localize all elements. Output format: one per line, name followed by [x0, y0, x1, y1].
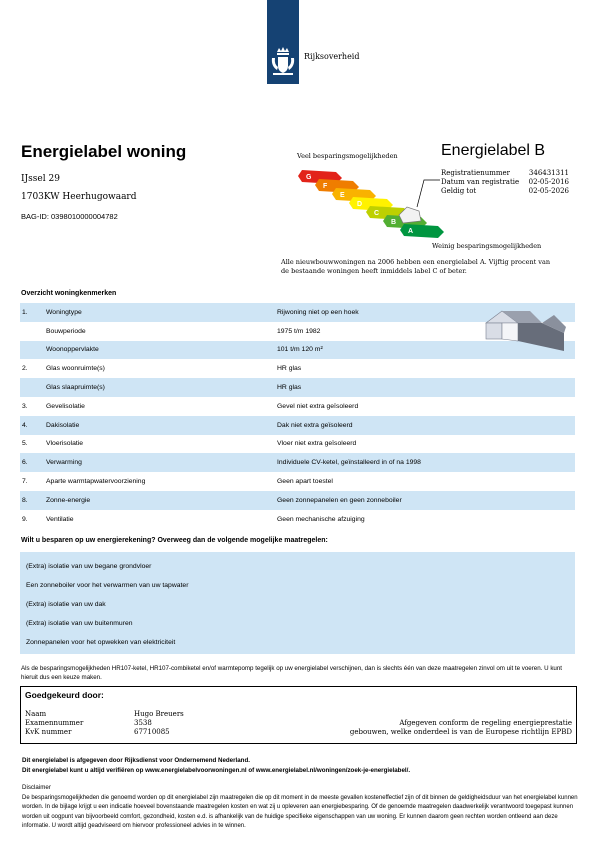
- approval-statement: [350, 719, 572, 737]
- measure-item: (Extra) isolatie van uw buitenmuren: [26, 620, 133, 627]
- registration-value: 346431311: [528, 169, 569, 177]
- characteristic-name: Ventilatie: [46, 515, 74, 523]
- disclaimer-heading: Disclaimer: [22, 784, 51, 791]
- label-note: Alle nieuwbouwwoningen na 2006 hebben een energielabel A. Vijftig procent van de bestaande woningen heeft inmiddels label C of beter.: [281, 258, 551, 275]
- energy-class-letter: C: [374, 210, 380, 217]
- characteristic-value: Geen apart toestel: [277, 478, 333, 486]
- registration-label: Geldig tot: [441, 187, 477, 195]
- registration-row: [441, 178, 569, 187]
- characteristic-value: Geen mechanische afzuiging: [277, 515, 365, 523]
- disclaimer-text: De besparingsmogelijkheden die genoemd worden op dit energielabel zijn maatregelen die op dit moment in de meeste gevallen kosteneffectief zijn of dit binnen de geldigheidsduur van het energielabel kunnen worden. In de bijlage krijgt u een indicatie hoeveel bovenstaande maatregelen kosten en wat zij u opleveren aan energiebesparing. Of de genoemde maatregelen daadwerkelijk verantwoord toegepast kunnen worden uit oogpunt van bijvoorbeeld comfort, gezondheid, kosten e.d. is afhankelijk van de huidige specifieke eigenschappen van uw woning. Er kunnen daarom geen rechten worden ontleend aan deze informatie. U wordt altijd geadviseerd om hiervoor professioneel advies in te winnen.: [22, 795, 578, 829]
- energy-label-title: Energielabel B: [441, 142, 546, 159]
- address-city: 1703KW Heerhugowaard: [21, 192, 137, 202]
- approval-statement-line: gebouwen, welke onderdeel is van de Europese richtlijn EPBD: [349, 728, 572, 736]
- characteristic-number: 2.: [22, 365, 28, 373]
- bag-id: BAG-ID: 0398010000004782: [21, 212, 118, 221]
- characteristic-number: 1.: [22, 308, 28, 316]
- characteristic-value: 1975 t/m 1982: [277, 327, 321, 335]
- characteristic-value: Rijwoning niet op een hoek: [277, 308, 359, 316]
- characteristic-value: 101 t/m 120 m²: [277, 346, 323, 354]
- registration-value: 02-05-2026: [528, 187, 569, 195]
- characteristic-name: Woonoppervlakte: [46, 346, 99, 354]
- approval-field-label: Examennummer: [25, 719, 84, 727]
- characteristic-row: [20, 416, 575, 435]
- address-street: IJssel 29: [21, 174, 60, 184]
- verification-text: Dit energielabel kunt u altijd verifiëren op www.energielabelvoorwoningen.nl of www.energielabel.nl/woningen/zoek-je-energielabel/.: [22, 767, 411, 774]
- measure-item: Zonnepanelen voor het opwekken van elektriciteit: [26, 639, 176, 646]
- approval-box: [20, 686, 577, 744]
- characteristic-name: Woningtype: [46, 308, 82, 316]
- characteristic-value: Individuele CV-ketel, geïnstalleerd in of na 1998: [277, 459, 421, 467]
- energy-scale: [294, 160, 444, 250]
- characteristic-value: Geen zonnepanelen en geen zonneboiler: [277, 496, 402, 504]
- approval-field-label: Naam: [25, 710, 47, 718]
- characteristic-row: [20, 359, 575, 378]
- measure-item: (Extra) isolatie van uw begane grondvloer: [26, 563, 152, 570]
- characteristic-row: [20, 453, 575, 472]
- approval-field-value: 67710085: [134, 728, 170, 736]
- characteristic-row: [20, 435, 575, 454]
- crown-emblem-icon: [269, 46, 297, 76]
- characteristics-heading: Overzicht woningkenmerken: [21, 290, 117, 297]
- characteristic-number: 6.: [22, 459, 28, 467]
- characteristic-number: 9.: [22, 515, 28, 523]
- advice-question: Wilt u besparen op uw energierekening? Overweeg dan de volgende mogelijke maatregelen:: [21, 537, 328, 544]
- energy-class-letter: A: [408, 228, 414, 235]
- registration-label: Datum van registratie: [441, 178, 520, 186]
- characteristic-name: Bouwperiode: [46, 327, 86, 335]
- energy-class-letter: B: [391, 219, 397, 226]
- characteristic-name: Zonne-energie: [46, 496, 91, 504]
- energy-class-letter: D: [357, 201, 363, 208]
- characteristic-value: HR glas: [277, 365, 302, 373]
- characteristic-name: Glas woonruimte(s): [46, 365, 105, 373]
- characteristic-name: Gevelisolatie: [46, 402, 85, 410]
- energy-class-letter: F: [323, 183, 328, 190]
- registration-table: [441, 169, 569, 196]
- characteristic-name: Aparte warmtapwatervoorziening: [46, 478, 146, 486]
- characteristic-row: [20, 510, 575, 529]
- characteristic-value: Gevel niet extra geïsoleerd: [277, 402, 359, 410]
- scale-top-label: Veel besparingsmogelijkheden: [297, 152, 398, 160]
- characteristic-value: Vloer niet extra geïsoleerd: [277, 440, 357, 448]
- advice-footnote: Als de besparingsmogelijkheden HR107-ketel, HR107-combiketel en/of warmtepomp tegelijk op uw energielabel verschijnen, dan is slechts één van deze maatregelen zinvol om uit te voeren. U kunt hieruit dus een keuze maken.: [21, 665, 563, 681]
- energy-class-bar: [400, 224, 444, 238]
- characteristic-row: [20, 472, 575, 491]
- characteristic-row: [20, 378, 575, 397]
- registration-row: [441, 187, 569, 196]
- characteristic-name: Dakisolatie: [46, 421, 80, 429]
- characteristic-number: 3.: [22, 402, 28, 410]
- characteristic-number: 4.: [22, 421, 28, 429]
- energy-class-letter: G: [306, 174, 312, 181]
- characteristic-name: Verwarming: [46, 459, 82, 467]
- approval-field-value: 3538: [134, 719, 152, 727]
- measure-item: (Extra) isolatie van uw dak: [26, 601, 106, 608]
- approval-statement-line: Afgegeven conform de regeling energieprestatie: [399, 719, 572, 727]
- characteristic-row: [20, 397, 575, 416]
- registration-row: [441, 169, 569, 178]
- characteristic-number: 5.: [22, 440, 28, 448]
- pointer-line: [417, 180, 440, 207]
- measure-item: Een zonneboiler voor het verwarmen van uw tapwater: [26, 582, 189, 589]
- characteristic-value: HR glas: [277, 384, 302, 392]
- characteristic-name: Vloerisolatie: [46, 440, 84, 448]
- characteristic-value: Dak niet extra geïsoleerd: [277, 421, 353, 429]
- terraced-house-icon: [484, 305, 568, 355]
- registration-value: 02-05-2016: [528, 178, 569, 186]
- registration-label: Registratienummer: [441, 169, 511, 177]
- characteristic-number: 7.: [22, 478, 28, 486]
- energy-class-letter: E: [340, 192, 345, 199]
- page-title: Energielabel woning: [21, 142, 187, 161]
- approval-field-label: KvK nummer: [25, 728, 72, 736]
- energy-class-a: [400, 224, 444, 238]
- issued-by-text: Dit energielabel is afgegeven door Rijksdienst voor Ondernemend Nederland.: [22, 757, 250, 764]
- org-name: Rijksoverheid: [304, 52, 360, 61]
- characteristic-number: 8.: [22, 496, 28, 504]
- characteristic-name: Glas slaapruimte(s): [46, 384, 105, 392]
- approval-field-value: Hugo Breuers: [134, 710, 184, 718]
- approval-heading: Goedgekeurd door:: [25, 690, 104, 700]
- characteristic-row: [20, 491, 575, 510]
- measures-box: [20, 552, 575, 654]
- scale-bottom-label: Weinig besparingsmogelijkheden: [432, 242, 542, 250]
